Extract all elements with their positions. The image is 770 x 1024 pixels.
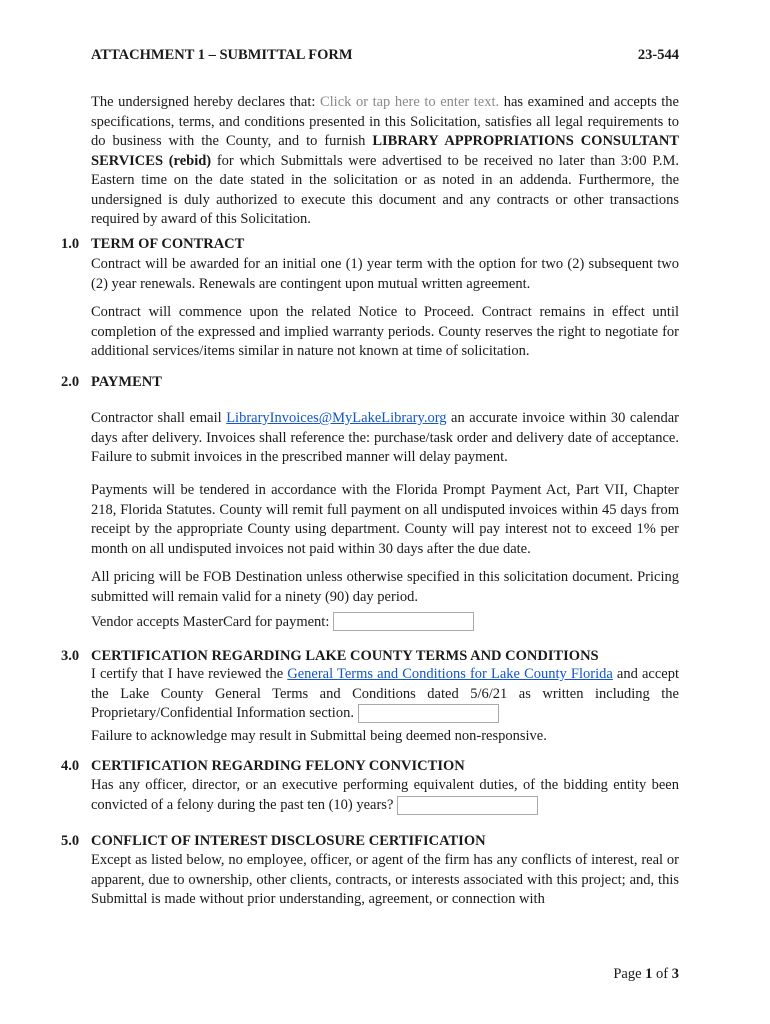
company-name-input[interactable]: Click or tap here to enter text. xyxy=(319,94,500,110)
intro-paragraph xyxy=(91,93,679,230)
section-2-paragraph-1 xyxy=(91,409,679,468)
mastercard-row xyxy=(91,613,679,633)
section-2-title: PAYMENT xyxy=(91,374,162,390)
section-3-paragraph-1 xyxy=(91,665,679,724)
total-pages-number: 3 xyxy=(671,966,679,982)
section-2-text: an accurate invoice within 30 calendar days after delivery. Invoices shall reference the: purchase/task order and delivery date of acceptance. Failure to submit invoices in the prescribed manner will delay payment. xyxy=(91,410,680,465)
service-name: LIBRARY APPROPRIATIONS CONSULTANT SERVICES (rebid) xyxy=(91,133,680,169)
section-5-paragraph: Except as listed below, no employee, officer, or agent of the firm has any conflicts of interest, real or apparent, due to ownership, other clients, contracts, or interests associated with this project; and, this Submittal is made without prior understanding, agreement, or connection with xyxy=(91,852,679,907)
page-footer xyxy=(613,966,679,983)
section-4-title: CERTIFICATION REGARDING FELONY CONVICTION xyxy=(91,758,465,774)
section-3-number: 3.0 xyxy=(61,648,80,664)
section-3-text: and accept the Lake County General Terms and Conditions dated 5/6/21 as written including the Proprietary/Confidential Information section. xyxy=(91,666,679,721)
form-title: ATTACHMENT 1 – SUBMITTAL FORM xyxy=(91,47,353,63)
intro-text: for which Submittals were advertised to be received no later than 3:00 P.M. Eastern time on the date stated in the solicitation or as noted in an addenda. Furthermore, the undersigned is duly authorized to execute this document and any contracts or other transactions required by award of this Solicitation. xyxy=(91,152,679,227)
felony-conviction-dropdown[interactable] xyxy=(397,796,538,815)
page-label: Page xyxy=(613,966,646,982)
section-2-paragraph-2: Payments will be tendered in accordance with the Florida Prompt Payment Act, Part VII, Chapter 218, Florida Statutes. County will remit full payment on all undisputed invoices within 45 days from receipt by the appropriate County using department. County will pay interest not to exceed 1% per month on all undisputed invoices not paid within 30 days after the due date. xyxy=(91,482,679,557)
solicitation-number: 23-544 xyxy=(637,47,679,63)
invoice-email-link[interactable]: LibraryInvoices@MyLakeLibrary.org xyxy=(226,410,447,426)
section-2-number: 2.0 xyxy=(61,374,80,390)
section-1-paragraph-1: Contract will be awarded for an initial one (1) year term with the option for two (2) subsequent two (2) year renewals. Renewals are contingent upon mutual written agreement. xyxy=(91,256,679,292)
mastercard-label: Vendor accepts MasterCard for payment: xyxy=(91,614,330,630)
intro-text: has examined and accepts the specifications, terms, and conditions presented in this Solicitation, satisfies all legal requirements to do business with the County, and to furnish xyxy=(91,94,679,149)
section-5-title: CONFLICT OF INTEREST DISCLOSURE CERTIFICATION xyxy=(91,833,486,849)
section-3-title: CERTIFICATION REGARDING LAKE COUNTY TERMS AND CONDITIONS xyxy=(91,648,599,664)
section-3-text: I certify that I have reviewed the xyxy=(91,666,288,682)
page-header xyxy=(91,47,679,64)
section-2-text: Contractor shall email xyxy=(91,410,227,426)
general-terms-link[interactable]: General Terms and Conditions for Lake County Florida xyxy=(287,666,613,682)
current-page-number: 1 xyxy=(645,966,653,982)
terms-acknowledgement-field[interactable] xyxy=(358,704,499,723)
section-2-paragraph-3: All pricing will be FOB Destination unless otherwise specified in this solicitation document. Pricing submitted will remain valid for a ninety (90) day period. xyxy=(91,569,679,605)
section-1-title: TERM OF CONTRACT xyxy=(91,236,245,252)
section-1-number: 1.0 xyxy=(61,236,80,252)
intro-text: The undersigned hereby declares that: xyxy=(91,94,320,110)
section-4-paragraph xyxy=(91,776,679,815)
page-of-label: of xyxy=(652,966,672,982)
section-1-paragraph-2: Contract will commence upon the related Notice to Proceed. Contract remains in effect until completion of the expressed and implied warranty periods. County reserves the right to negotiate for additional services/items similar in nature not known at time of solicitation. xyxy=(91,304,679,359)
section-4-number: 4.0 xyxy=(61,758,80,774)
section-5-number: 5.0 xyxy=(61,833,80,849)
section-4-text: Has any officer, director, or an executive performing equivalent duties, of the bidding entity been convicted of a felony during the past ten (10) years? xyxy=(91,777,679,813)
mastercard-dropdown[interactable] xyxy=(333,612,474,631)
section-3-paragraph-2: Failure to acknowledge may result in Submittal being deemed non-responsive. xyxy=(91,728,547,744)
